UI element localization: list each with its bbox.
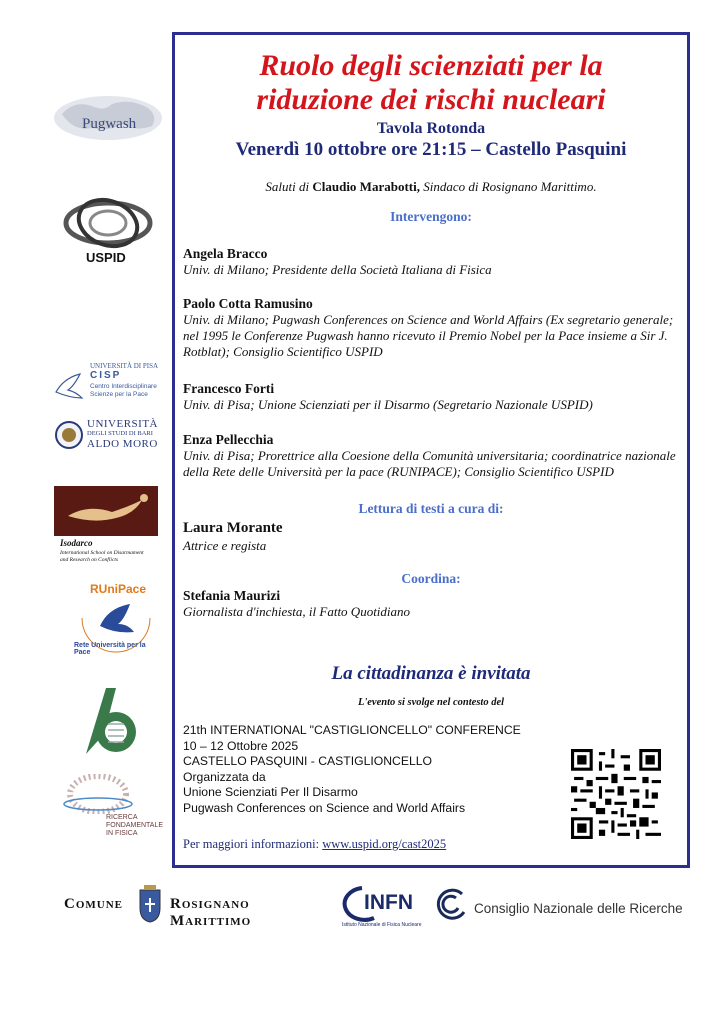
moderator-role: Giornalista d'inchiesta, il Fatto Quotidiano: [183, 604, 411, 619]
pugwash-label: Pugwash: [82, 116, 137, 132]
moderator-heading: Coordina:: [401, 571, 461, 586]
moderator-entry: [183, 587, 683, 620]
ad-monogram-icon: [80, 684, 140, 756]
coat-of-arms-icon: [136, 884, 164, 924]
conference-details: [183, 723, 563, 816]
speaker-name: Angela Bracco: [183, 246, 268, 261]
speaker-entry: [183, 431, 683, 480]
speaker-role: Univ. di Milano; Pugwash Conferences on Science and World Affairs (Ex segretario generale; nel 1995 le Conferenze Pugwash hanno ricevuto il Premio Nobel per la Pace insieme a Sir J. Rotblat); Consiglio Scientifico USPID: [183, 312, 674, 359]
speaker-entry: [183, 245, 683, 278]
university-seal-icon: [54, 420, 84, 450]
event-title: [175, 49, 687, 117]
conference-line: Unione Scienziati Per Il Disarmo: [183, 785, 358, 799]
ricerca-line-2: FONDAMENTALE: [106, 822, 164, 829]
dotted-sphere-icon: [62, 774, 162, 814]
cnr-swirl-icon: [434, 888, 468, 920]
greeting-suffix: Sindaco di Rosignano Marittimo.: [419, 179, 597, 194]
more-info-label: Per maggiori informazioni:: [183, 837, 323, 851]
ricerca-logo: [62, 774, 162, 842]
greeting: [175, 179, 687, 195]
speaker-name: Enza Pellecchia: [183, 432, 274, 447]
cisp-line-1: UNIVERSITÀ DI PISA: [90, 362, 159, 370]
cisp-line-2: CISP: [90, 370, 122, 381]
greeting-prefix: Saluti di: [265, 179, 313, 194]
dove-icon: [54, 364, 84, 404]
reading-heading: Lettura di testi a cura di:: [358, 501, 504, 516]
speaker-role: Univ. di Pisa; Unione Scienziati per il Disarmo (Segretario Nazionale USPID): [183, 397, 593, 412]
context-note: L'evento si svolge nel contesto del: [357, 697, 505, 708]
ricerca-line-3: IN FISICA: [106, 830, 138, 837]
qr-code[interactable]: [571, 749, 661, 839]
event-title-line-2: riduzione dei rischi nucleari: [256, 83, 606, 116]
comune-right-label: Rosignano Marittimo: [170, 896, 252, 929]
cisp-line-3: Centro Interdisciplinare: [90, 383, 157, 390]
runipace-title: RUniPace: [90, 582, 147, 596]
speaker-role: Univ. di Milano; Presidente della Società Italiana di Fisica: [183, 262, 492, 277]
isodarco-logo: [54, 486, 158, 570]
conference-line: 21th INTERNATIONAL "CASTIGLIONCELLO" CONFERENCE: [183, 723, 521, 737]
runipace-subtitle: Rete Università per la Pace: [74, 642, 146, 656]
cnr-label: Consiglio Nazionale delle Ricerche: [474, 901, 683, 916]
infn-label: INFN: [364, 891, 413, 914]
greeting-name: Claudio Marabotti,: [312, 179, 420, 194]
cisp-logo: [54, 362, 164, 406]
info-link[interactable]: www.uspid.org/cast2025: [322, 837, 447, 851]
isodarco-line-3: and Research on Conflicts: [60, 557, 118, 563]
bari-logo: [54, 418, 166, 454]
event-date-venue: Venerdì 10 ottobre ore 21:15 – Castello Pasquini: [235, 139, 627, 160]
uspid-rings-icon: [60, 196, 156, 250]
event-subtitle: Tavola Rotonda: [376, 120, 486, 137]
isodarco-line-2: International School on Disarmament: [60, 550, 144, 556]
reader-role: Attrice e regista: [183, 538, 267, 553]
event-title-line-1: Ruolo degli scienziati per la: [259, 49, 603, 82]
event-panel: [172, 32, 690, 868]
cisp-line-4: Scienze per la Pace: [90, 391, 148, 398]
isodarco-image: [54, 486, 158, 536]
ricerca-line-1: RICERCA: [106, 814, 138, 821]
invitation: La cittadinanza è invitata: [331, 663, 531, 684]
speaker-name: Francesco Forti: [183, 381, 275, 396]
ad-logo: [80, 684, 140, 756]
conference-line: Organizzata da: [183, 769, 266, 784]
speaker-entry: [183, 295, 683, 360]
bari-line-1: UNIVERSITÀ: [87, 418, 158, 430]
speakers-heading: Intervengono:: [390, 209, 472, 224]
conference-line: 10 – 12 Ottobre 2025: [183, 738, 299, 753]
bari-line-3: ALDO MORO: [87, 438, 158, 450]
flying-figure-icon: [54, 486, 158, 536]
reader-entry: [183, 519, 683, 554]
pugwash-logo: [52, 92, 164, 152]
runipace-logo: [74, 578, 158, 656]
comune-left-label: Comune: [64, 896, 123, 912]
cnr-logo: [434, 888, 694, 922]
reader-name: Laura Morante: [183, 520, 283, 536]
uspid-logo: [60, 196, 156, 266]
more-info: [183, 837, 446, 852]
speaker-name: Paolo Cotta Ramusino: [183, 296, 313, 311]
uspid-label: USPID: [86, 250, 126, 265]
comune-rosignano-logo: [64, 884, 334, 929]
speaker-role: Univ. di Pisa; Prorettrice alla Coesione della Comunità universitaria; coordinatrice nazionale della Rete delle Università per la pace (RUNIPACE); Consiglio Scientifico USPID: [183, 448, 676, 479]
isodarco-title: Isodarco: [60, 538, 93, 548]
bari-line-2: DEGLI STUDI DI BARI: [87, 430, 153, 437]
infn-subtitle: Istituto Nazionale di Fisica Nucleare: [342, 922, 422, 928]
conference-line: Pugwash Conferences on Science and World Affairs: [183, 800, 466, 815]
speaker-entry: [183, 380, 683, 413]
moderator-name: Stefania Maurizi: [183, 588, 281, 603]
conference-line: CASTELLO PASQUINI - CASTIGLIONCELLO: [183, 754, 433, 768]
infn-logo: [340, 882, 430, 934]
